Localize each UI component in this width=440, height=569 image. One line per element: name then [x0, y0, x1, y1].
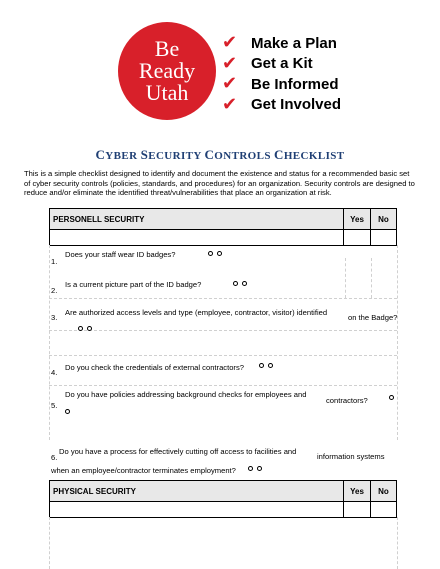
- question-5-continuation: contractors?: [326, 396, 368, 405]
- logo-line-utah: Utah: [145, 80, 189, 105]
- yes-radio[interactable]: [248, 466, 253, 471]
- yes-column-header: Yes: [343, 481, 370, 501]
- preparedness-list: [222, 33, 341, 115]
- question-6-line-2: when an employee/contractor terminates employment?: [51, 466, 236, 475]
- section-header: PHYSICAL SECURITY: [53, 487, 136, 496]
- yes-radio[interactable]: [65, 409, 70, 414]
- answer-options: [233, 281, 247, 286]
- no-radio[interactable]: [268, 363, 273, 368]
- answer-options: [259, 363, 273, 368]
- checkmark-icon: ✔: [222, 52, 238, 74]
- question-number: 4.: [51, 368, 58, 377]
- question-number: 1.: [51, 257, 58, 266]
- logo-line-ready: Ready: [138, 58, 196, 83]
- page-title: CYBER SECURITY CONTROLS CHECKLIST: [95, 147, 345, 162]
- question-5: Do you have policies addressing background checks for employees and: [65, 390, 307, 399]
- question-4: Do you check the credentials of external contractors?: [65, 363, 244, 372]
- no-column-header: No: [370, 209, 396, 229]
- yes-radio[interactable]: [233, 281, 238, 286]
- answer-options: [65, 409, 70, 414]
- question-2: Is a current picture part of the ID badge?: [65, 280, 202, 289]
- plan-item-be-informed: ✔ Be Informed: [222, 73, 339, 95]
- question-number: 6.: [51, 453, 58, 462]
- yes-column-header: Yes: [343, 209, 370, 229]
- answer-options: [248, 466, 262, 471]
- physical-security-table: [49, 480, 397, 518]
- question-number: 5.: [51, 401, 58, 410]
- intro-paragraph: This is a simple checklist designed to identify and document the existence and status for a recommended basic set of cyber security controls (policies, standards, and procedures) for an organization. Security controls are designed to reduce and/or eliminate the identified threat/vulnerabilities that place an organization at risk.: [24, 169, 415, 198]
- yes-radio[interactable]: [208, 251, 213, 256]
- question-6: Do you have a process for effectively cutting off access to facilities and: [59, 447, 297, 456]
- no-radio[interactable]: [389, 395, 394, 400]
- section-header: PERSONELL SECURITY: [53, 215, 145, 224]
- table-row: [50, 230, 396, 245]
- no-radio[interactable]: [87, 326, 92, 331]
- logo-line-be: Be: [154, 36, 180, 61]
- table-header-row: [50, 209, 396, 230]
- yes-radio[interactable]: [78, 326, 83, 331]
- no-column-header: No: [370, 481, 396, 501]
- be-ready-utah-logo: [118, 22, 216, 120]
- no-radio[interactable]: [217, 251, 222, 256]
- answer-options: [208, 251, 222, 256]
- answer-options: [78, 326, 92, 331]
- question-3-continuation: on the Badge?: [348, 313, 398, 322]
- plan-item-get-a-kit: ✔ Get a Kit: [222, 52, 313, 74]
- plan-item-get-involved: ✔ Get Involved: [222, 93, 342, 115]
- question-number: 3.: [51, 313, 58, 322]
- no-radio[interactable]: [242, 281, 247, 286]
- table-row: [50, 502, 396, 517]
- checkmark-icon: ✔: [222, 73, 238, 95]
- plan-item-make-a-plan: ✔ Make a Plan: [222, 32, 337, 54]
- checkmark-icon: ✔: [222, 32, 238, 54]
- personnel-security-table: [49, 208, 397, 246]
- question-number: 2.: [51, 286, 58, 295]
- yes-radio[interactable]: [259, 363, 264, 368]
- no-radio[interactable]: [257, 466, 262, 471]
- question-6-continuation: information systems: [317, 452, 385, 461]
- answer-options: [389, 395, 394, 400]
- question-1: Does your staff wear ID badges?: [65, 250, 176, 259]
- question-3: Are authorized access levels and type (employee, contractor, visitor) identified: [65, 308, 328, 317]
- checkmark-icon: ✔: [222, 93, 238, 115]
- table-header-row: [50, 481, 396, 502]
